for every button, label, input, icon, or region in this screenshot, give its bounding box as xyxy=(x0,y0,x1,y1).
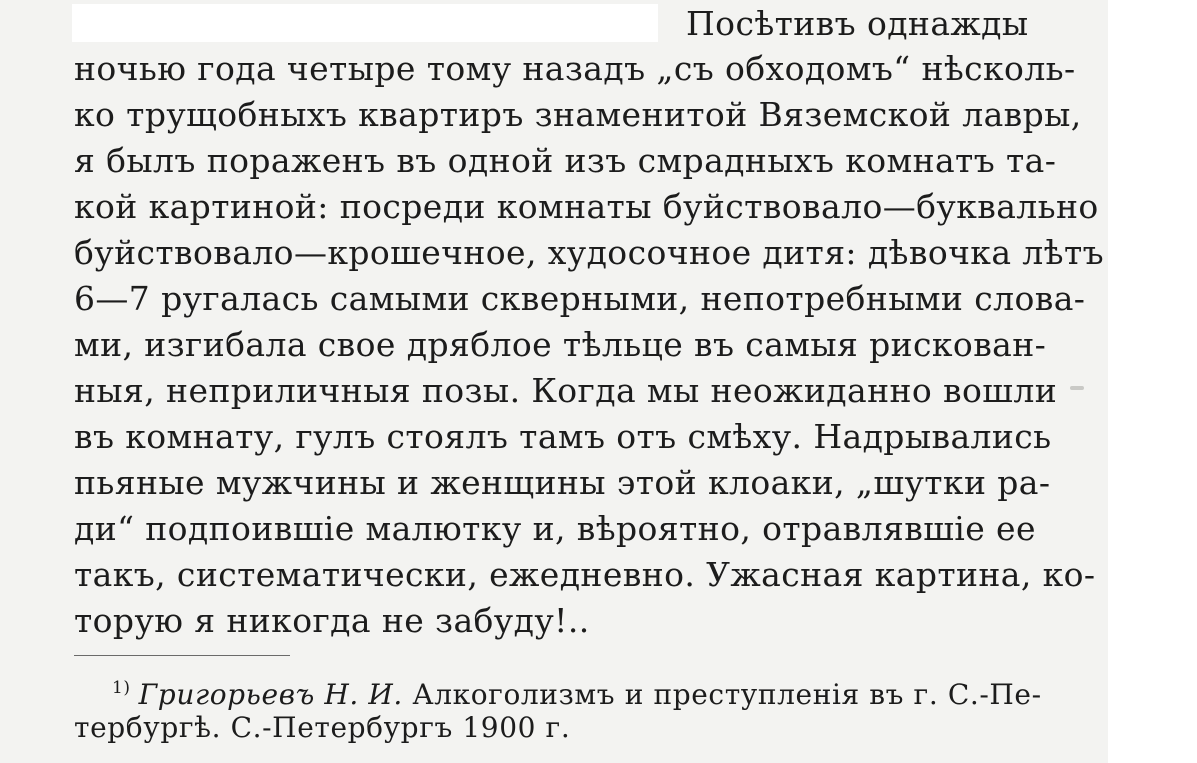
redacted-area xyxy=(72,4,658,42)
paragraph-line: такъ, систематически, ежедневно. Ужасная картина, ко- xyxy=(74,555,1096,594)
paragraph-line: Посѣтивъ однажды xyxy=(686,4,1029,43)
paragraph-line: ныя, неприличныя позы. Когда мы неожиданно вошли xyxy=(74,371,1058,410)
page-margin xyxy=(1108,0,1197,763)
paragraph-line: 6—7 ругалась самыми скверными, непотребными слова- xyxy=(74,279,1086,318)
paragraph-line: ночью года четыре тому назадъ „съ обходомъ“ нѣсколь- xyxy=(74,49,1076,88)
paragraph-line: въ комнату, гулъ стоялъ тамъ отъ смѣху. Надрывались xyxy=(74,417,1052,456)
paragraph-line: ди“ подпоившіе малютку и, вѣроятно, отравлявшіе ее xyxy=(74,509,1036,548)
footnote-marker: 1) xyxy=(112,678,131,698)
paragraph-line: пьяные мужчины и женщины этой клоаки, „шутки ра- xyxy=(74,463,1051,502)
scan-speck xyxy=(1070,386,1084,390)
paragraph-line: буйствовало—крошечное, худосочное дитя: дѣвочка лѣтъ xyxy=(74,233,1105,272)
paragraph-line: кой картиной: посреди комнаты буйствовало—буквально xyxy=(74,187,1099,226)
paragraph-line: я былъ пораженъ въ одной изъ смрадныхъ комнатъ та- xyxy=(74,141,1057,180)
footnote-line xyxy=(112,671,1042,711)
paragraph-line: ми, изгибала свое дряблое тѣльце въ самыя рискован- xyxy=(74,325,1047,364)
footnote-title: Алкоголизмъ и преступленія въ г. С.-Пе- xyxy=(412,678,1042,711)
paragraph-line: торую я никогда не забуду!.. xyxy=(74,601,590,640)
footnote-line: тербургѣ. С.-Петербургъ 1900 г. xyxy=(74,711,571,744)
footnote-divider xyxy=(74,655,290,656)
paragraph-line: ко трущобныхъ квартиръ знаменитой Вяземской лавры, xyxy=(74,95,1082,134)
footnote-author: Григорьевъ Н. И. xyxy=(138,678,403,711)
